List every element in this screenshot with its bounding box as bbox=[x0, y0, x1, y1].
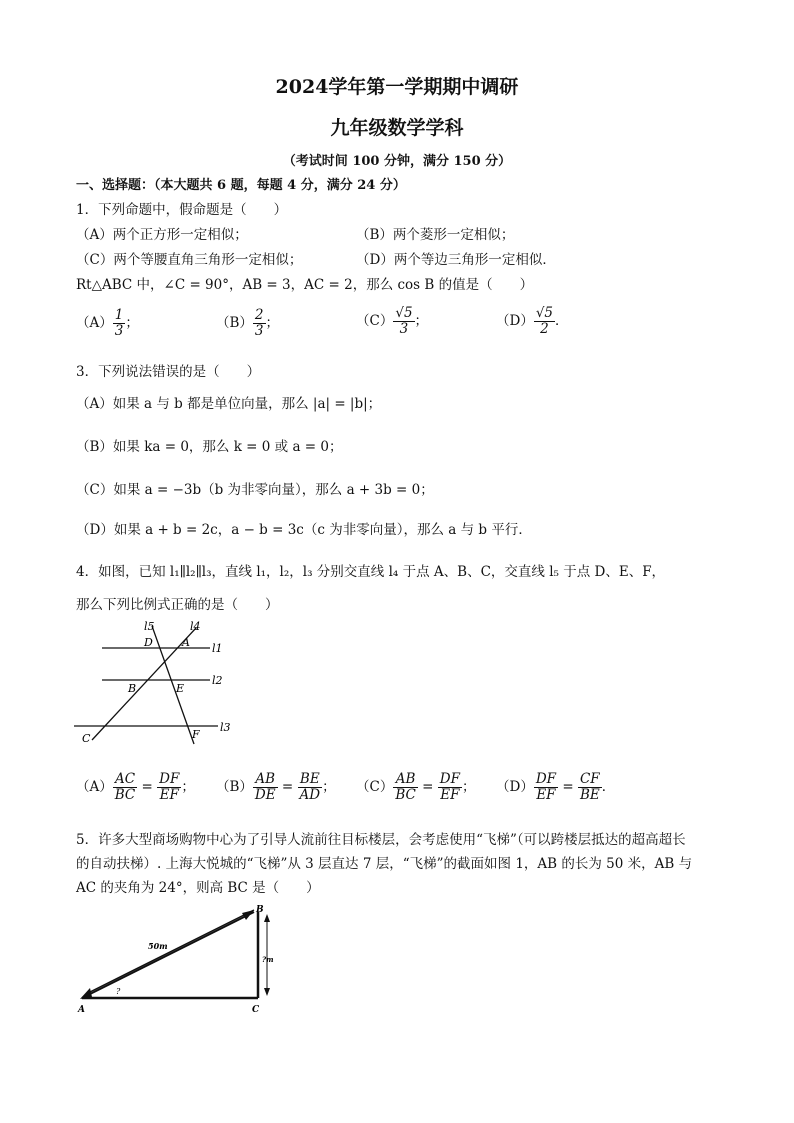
q2-c-tail: ； bbox=[414, 313, 429, 329]
q2-d-den: 2 bbox=[540, 321, 549, 337]
section-heading: 一、选择题：（本大题共 6 题，每题 4 分，满分 24 分） bbox=[76, 178, 406, 193]
q4-c-right-den: EF bbox=[440, 787, 460, 803]
q2-c-den: 3 bbox=[399, 321, 409, 337]
q4-d-left-den: EF bbox=[536, 787, 556, 803]
q2-d-num: √5 bbox=[535, 305, 554, 321]
q3-option-d: （D）如果 a + b = 2c，a − b = 3c（c 为非零向量），那么 a 与 b 平行． bbox=[76, 522, 532, 538]
q4-b-left-den: DE bbox=[254, 787, 276, 803]
q4-option-c: （C） $\frac{AB}{BC}$ = $\frac{DF}{EF}$ ； bbox=[356, 771, 476, 803]
label-angle: ? bbox=[116, 987, 121, 996]
q1-stem: 1．下列命题中，假命题是（ ） bbox=[76, 202, 288, 218]
label-l3: l3 bbox=[220, 721, 231, 734]
q4-figure bbox=[70, 618, 240, 748]
q3-option-b: （B）如果 ka = 0，那么 k = 0 或 a = 0； bbox=[76, 439, 343, 455]
q4-a-left-den: BC bbox=[114, 787, 136, 803]
q2-option-d bbox=[496, 306, 569, 337]
exam-info: （考试时间 100 分钟，满分 150 分） bbox=[282, 154, 512, 169]
q4-stem: 4．如图，已知 l₁∥l₂∥l₃，直线 l₁，l₂，l₃ 分别交直线 l₄ 于点 A、B、C，交直线 l₅ 于点 D、E、F， bbox=[76, 564, 666, 580]
segment-ab bbox=[82, 912, 254, 998]
q2-b-fraction bbox=[253, 308, 266, 339]
q4-d-right-num: CF bbox=[578, 772, 602, 788]
label-D: D bbox=[144, 636, 153, 649]
q4-option-b: （B） $\frac{AB}{DE}$ = $\frac{BE}{AD}$ ； bbox=[216, 771, 336, 803]
label-C: C bbox=[82, 732, 91, 745]
label-E: E bbox=[176, 682, 185, 695]
q4-c-label: （C） bbox=[356, 779, 394, 795]
q2-c-num: √5 bbox=[395, 305, 413, 321]
q2-a-num: 1 bbox=[114, 307, 124, 323]
label-l4: l4 bbox=[190, 620, 201, 633]
q4-b-left-num: AB bbox=[253, 772, 278, 788]
q4-d-left-num: DF bbox=[535, 771, 557, 787]
q4-c-right-num: DF bbox=[439, 771, 460, 787]
label-l5: l5 bbox=[144, 620, 155, 633]
q2-c-label: （C） bbox=[356, 313, 394, 329]
q1-option-a: （A）两个正方形一定相似； bbox=[76, 227, 248, 243]
segment-ab-inner bbox=[86, 910, 254, 994]
q2-b-den: 3 bbox=[254, 323, 264, 339]
q4-d-left bbox=[534, 772, 558, 803]
label-B: B bbox=[128, 682, 137, 695]
exam-subtitle: 九年级数学学科 bbox=[330, 117, 464, 139]
q4-option-a: （A） $\frac{AC}{BC}$ = $\frac{DF}{EF}$ ； bbox=[76, 771, 195, 803]
q4-b-right-den: AD bbox=[299, 787, 321, 803]
q4-a-right-den: EF bbox=[159, 787, 179, 803]
label-height: ?m bbox=[262, 955, 274, 964]
q1-option-d: （D）两个等边三角形一定相似． bbox=[356, 252, 556, 268]
q2-a-tail: ； bbox=[125, 315, 139, 331]
q4-d-label: （D） bbox=[496, 779, 534, 795]
q4-a-right-num: DF bbox=[159, 771, 180, 787]
label-A: A bbox=[78, 1005, 85, 1015]
q1-option-c: （C）两个等腰直角三角形一定相似； bbox=[76, 252, 303, 268]
label-A: A bbox=[182, 636, 190, 649]
label-B: B bbox=[256, 905, 264, 915]
q3-stem: 3．下列说法错误的是（ ） bbox=[76, 364, 261, 380]
q2-d-fraction bbox=[534, 306, 555, 337]
q4-c-tail: ； bbox=[461, 779, 476, 795]
q2-b-num: 2 bbox=[254, 307, 264, 323]
q4-a-label: （A） bbox=[76, 779, 113, 795]
height-arrow-top bbox=[264, 914, 270, 922]
q4-stem-2: 那么下列比例式正确的是（ ） bbox=[76, 597, 279, 613]
q4-a-left bbox=[113, 772, 138, 803]
q4-a-tail: ； bbox=[181, 779, 195, 795]
q5-line-2: 的自动扶梯）. 上海大悦城的“飞梯”从 3 层直达 7 层，“飞梯”的截面如图 1，AB 的长为 50 米，AB 与 bbox=[76, 856, 693, 872]
label-C: C bbox=[252, 1005, 260, 1015]
q2-option-a bbox=[76, 308, 139, 339]
q2-option-c bbox=[356, 306, 428, 337]
q2-stem: Rt△ABC 中，∠C = 90°，AB = 3，AC = 2，那么 cos B 的值是（ ） bbox=[76, 277, 534, 293]
q5-line-1: 5．许多大型商场购物中心为了引导人流前往目标楼层，会考虑使用“飞梯”（可以跨楼层抵达的超高超长 bbox=[76, 832, 686, 848]
exam-title: 2024学年第一学期期中调研 bbox=[275, 76, 519, 98]
q2-option-b bbox=[216, 308, 279, 339]
q4-c-left-den: BC bbox=[395, 787, 416, 803]
q4-a-left-num: AC bbox=[113, 772, 138, 788]
q4-c-right bbox=[438, 772, 462, 803]
arrowhead-b bbox=[242, 910, 254, 920]
q4-d-right-den: BE bbox=[579, 787, 600, 803]
label-F: F bbox=[192, 728, 200, 741]
q1-option-b: （B）两个菱形一定相似； bbox=[356, 227, 515, 243]
q2-d-label: （D） bbox=[496, 313, 534, 329]
q4-b-tail: ； bbox=[322, 779, 336, 795]
label-50m: 50m bbox=[148, 941, 168, 951]
q2-b-tail: ； bbox=[265, 315, 280, 331]
q4-c-left-num: AB bbox=[393, 772, 418, 788]
q4-b-right-num: BE bbox=[298, 772, 323, 788]
q4-b-label: （B） bbox=[216, 779, 253, 795]
q4-option-d: （D） $\frac{DF}{EF}$ = $\frac{CF}{BE}$ ． bbox=[496, 771, 616, 803]
q3-option-a: （A）如果 a 与 b 都是单位向量，那么 |a| = |b|； bbox=[76, 396, 382, 412]
q5-figure bbox=[70, 902, 280, 1018]
q5-line-3: AC 的夹角为 24°，则高 BC 是（ ） bbox=[76, 880, 320, 896]
q4-d-right bbox=[578, 772, 602, 803]
height-arrow-bottom bbox=[264, 988, 270, 996]
q3-option-c: （C）如果 a = −3b（b 为非零向量），那么 a + 3b = 0； bbox=[76, 482, 434, 498]
q2-a-label: （A） bbox=[76, 315, 113, 331]
q2-b-label: （B） bbox=[216, 315, 253, 331]
q4-d-tail: ． bbox=[601, 779, 616, 795]
q4-b-right bbox=[298, 772, 323, 803]
q2-d-tail: ． bbox=[555, 313, 569, 329]
q2-a-den: 3 bbox=[114, 323, 124, 339]
q2-c-fraction bbox=[393, 306, 414, 337]
label-l2: l2 bbox=[212, 674, 223, 687]
q2-a-fraction bbox=[113, 308, 126, 339]
q4-c-left bbox=[393, 772, 418, 803]
q4-a-right bbox=[157, 772, 181, 803]
q4-b-left bbox=[253, 772, 278, 803]
label-l1: l1 bbox=[212, 642, 223, 655]
